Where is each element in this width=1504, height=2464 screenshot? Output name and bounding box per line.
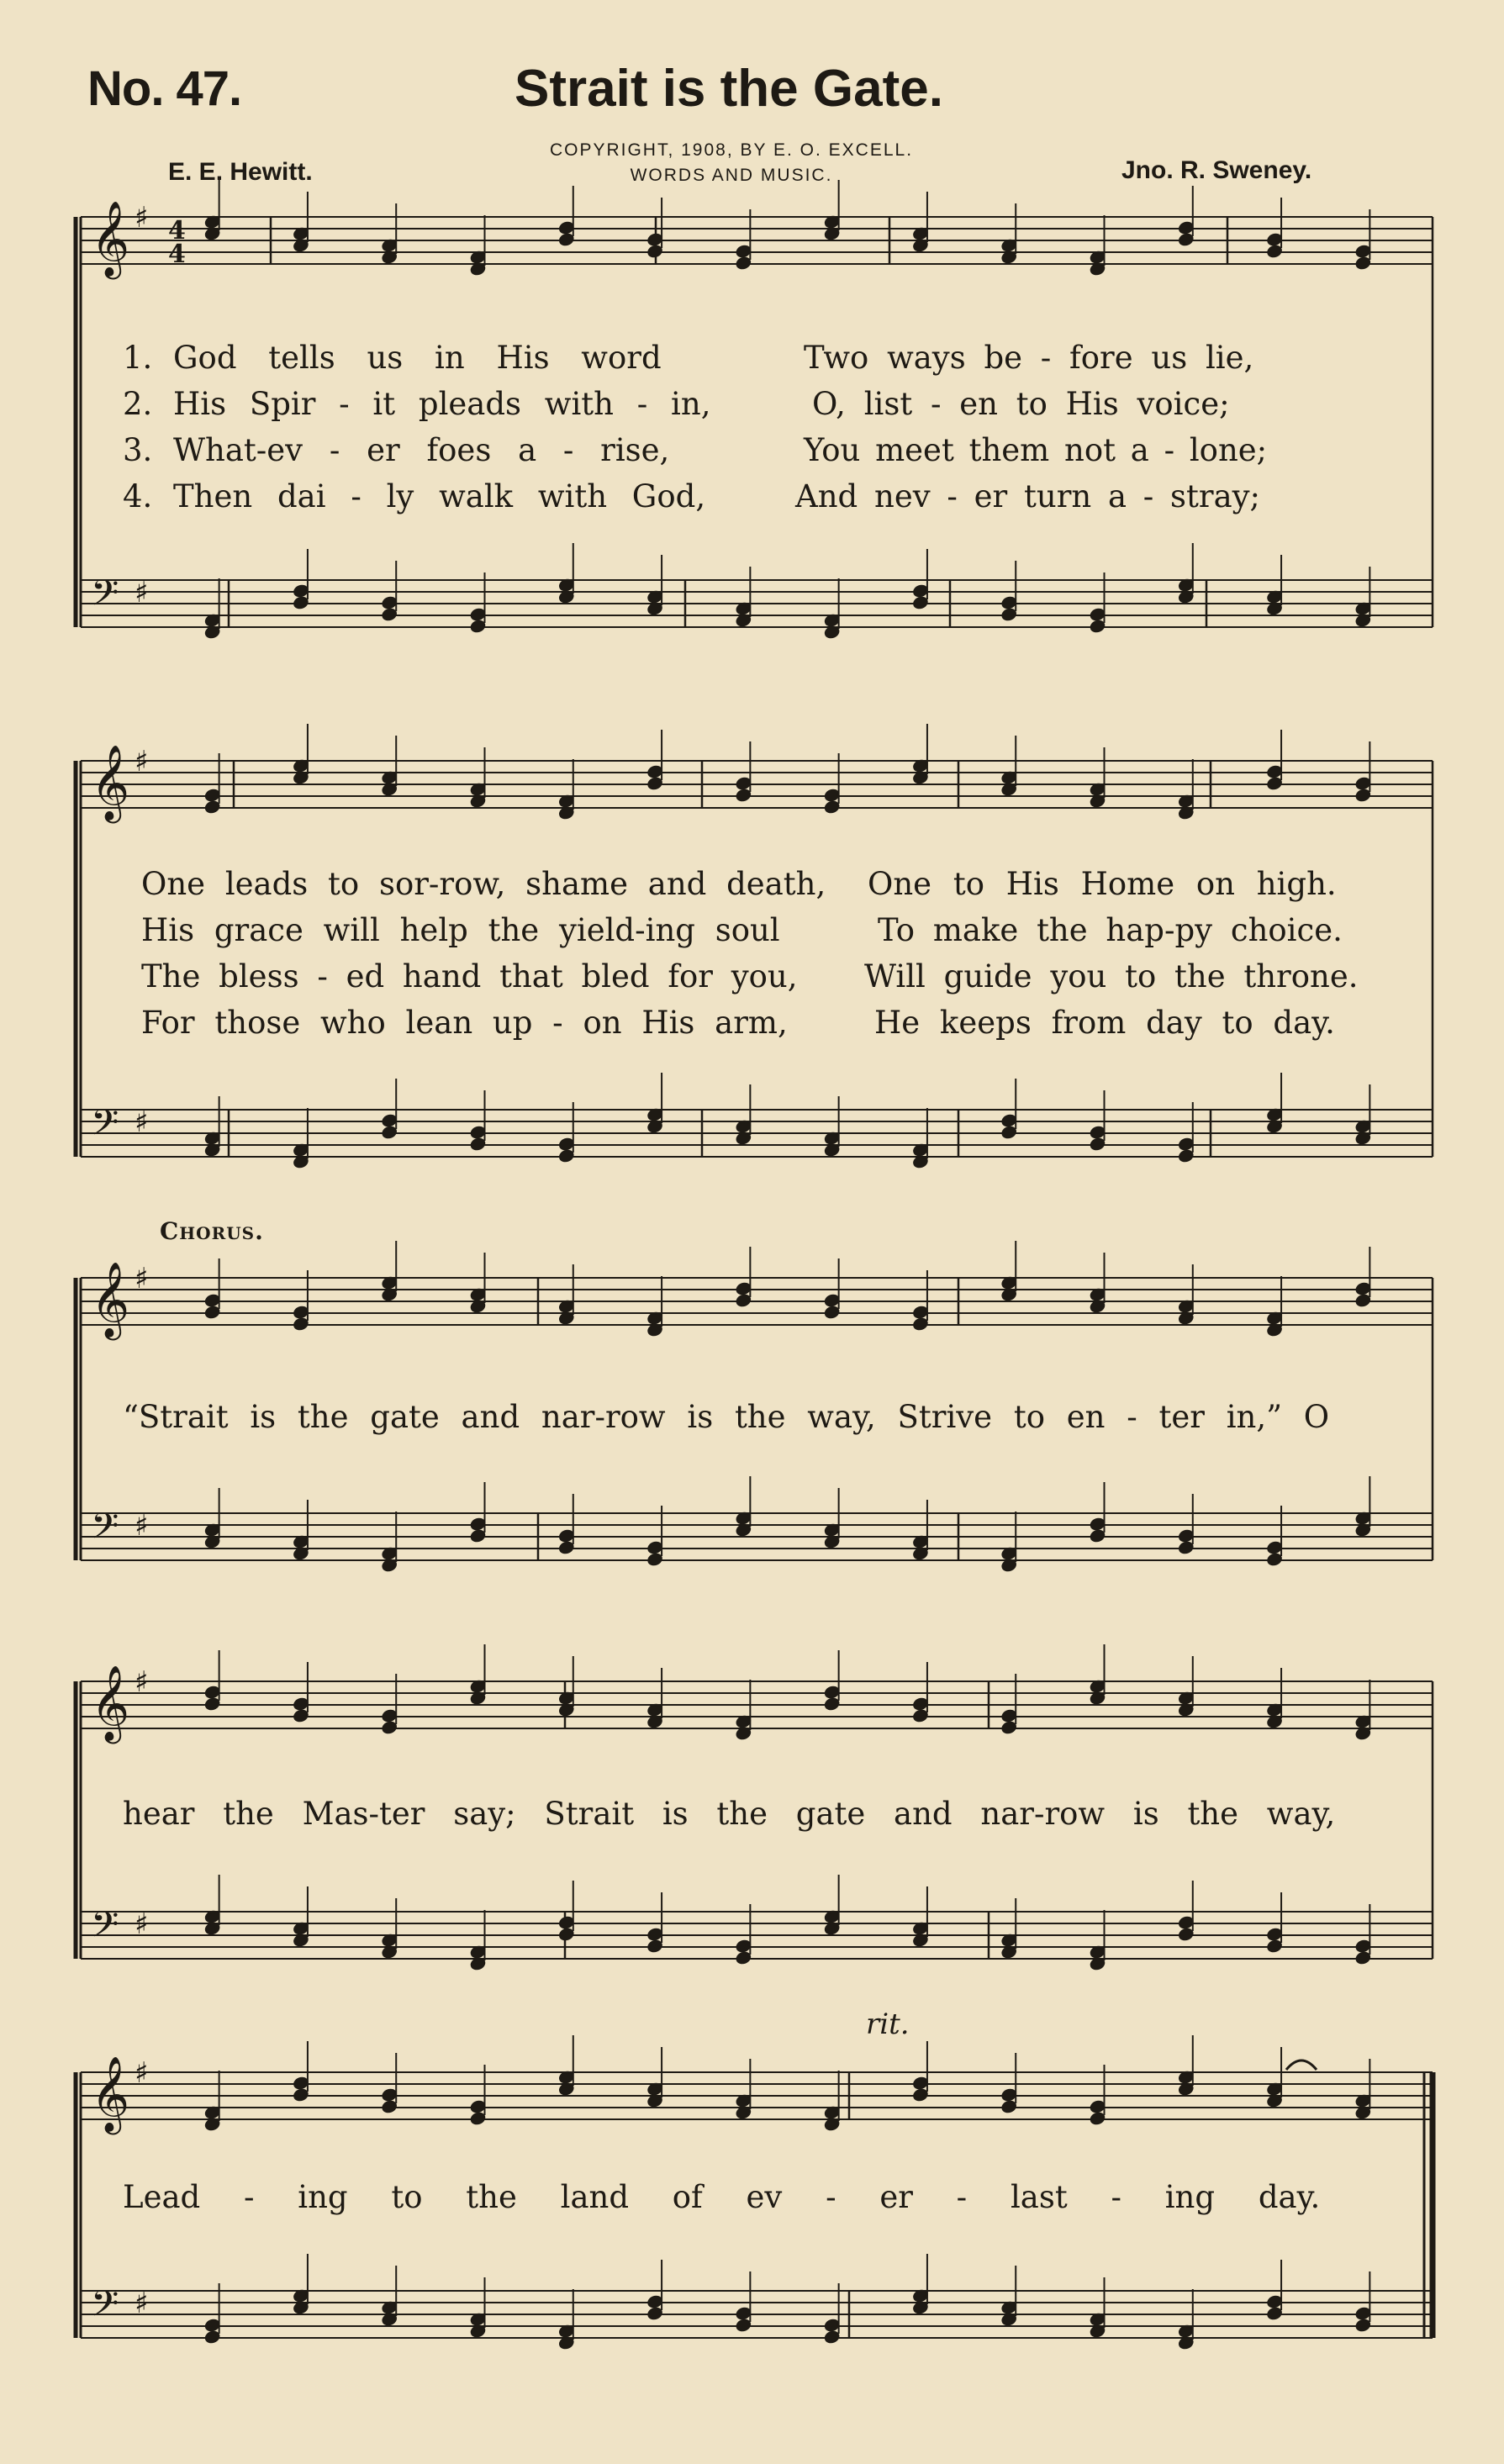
verse-lyric: What-ev - er foes a - rise, (173, 432, 670, 468)
treble-clef-icon: 𝄞 (91, 745, 130, 820)
time-signature-icon: 4 (168, 240, 186, 269)
key-signature-sharp-icon: ♯ (135, 1262, 149, 1295)
key-signature-sharp-icon: ♯ (135, 2056, 149, 2090)
verse-lyric: One leads to sor-row, shame and death, (141, 866, 826, 902)
composer: Jno. R. Sweney. (1121, 156, 1312, 184)
ritardando-marking: rit. (866, 2008, 910, 2041)
key-signature-sharp-icon: ♯ (135, 1509, 149, 1543)
verse-lyric: And nev - er turn a - stray; (795, 478, 1261, 514)
verse-lyric: God tells us in His word (173, 340, 662, 376)
key-signature-sharp-icon: ♯ (135, 576, 149, 609)
verse-lyric: He keeps from day to day. (874, 1005, 1335, 1041)
chorus-lyric-1: “Strait is the gate and nar-row is the way, Strive to en - ter in,” O (123, 1399, 1330, 1435)
verse-lyric: Two ways be - fore us lie, (804, 340, 1254, 376)
key-signature-sharp-icon: ♯ (135, 201, 149, 235)
lyricist: E. E. Hewitt. (168, 158, 313, 186)
bass-clef-icon: 𝄢 (91, 1506, 119, 1556)
treble-clef-icon: 𝄞 (91, 1262, 130, 1338)
chorus-label: Chorus. (160, 1217, 264, 1245)
verse-lyric: To make the hap-py choice. (878, 912, 1343, 948)
verse-lyric: O, list - en to His voice; (812, 386, 1230, 422)
verse-lyric: His grace will help the yield-ing soul (141, 912, 780, 948)
verse-number: 2. (123, 386, 153, 422)
verse-lyric: Then dai - ly walk with God, (173, 478, 706, 514)
bass-clef-icon: 𝄢 (91, 1904, 119, 1955)
key-signature-sharp-icon: ♯ (135, 745, 149, 778)
chorus-lyric-3: Lead - ing to the land of ev - er - last - ing day. (123, 2179, 1321, 2215)
key-signature-sharp-icon: ♯ (135, 1105, 149, 1139)
verse-lyric: Will guide you to the throne. (864, 958, 1359, 995)
verse-lyric: One to His Home on high. (868, 866, 1337, 902)
hymn-number: No. 47. (87, 61, 242, 116)
bass-clef-icon: 𝄢 (91, 1102, 119, 1153)
bass-clef-icon: 𝄢 (91, 2283, 119, 2334)
verse-number: 1. (123, 340, 153, 376)
chorus-lyric-2: hear the Mas-ter say; Strait is the gate and nar-row is the way, (123, 1796, 1336, 1832)
key-signature-sharp-icon: ♯ (135, 2287, 149, 2320)
verse-number: 4. (123, 478, 153, 514)
key-signature-sharp-icon: ♯ (135, 1665, 149, 1699)
time-signature-icon: 4 (168, 216, 186, 245)
verse-lyric: For those who lean up - on His arm, (141, 1005, 788, 1041)
treble-clef-icon: 𝄞 (91, 201, 130, 277)
verse-number: 3. (123, 432, 153, 468)
copyright-line-2: WORDS AND MUSIC. (630, 166, 833, 185)
copyright-line-1: COPYRIGHT, 1908, BY E. O. EXCELL. (549, 140, 914, 160)
verse-lyric: His Spir - it pleads with - in, (173, 386, 711, 422)
verse-lyric: You meet them not a - lone; (804, 432, 1268, 468)
verse-lyric: The bless - ed hand that bled for you, (141, 958, 798, 995)
bass-clef-icon: 𝄢 (91, 572, 119, 623)
hymn-title: Strait is the Gate. (515, 60, 943, 118)
key-signature-sharp-icon: ♯ (135, 1907, 149, 1941)
treble-clef-icon: 𝄞 (91, 2056, 130, 2132)
fermata-icon (1286, 2060, 1317, 2070)
treble-clef-icon: 𝄞 (91, 1665, 130, 1741)
